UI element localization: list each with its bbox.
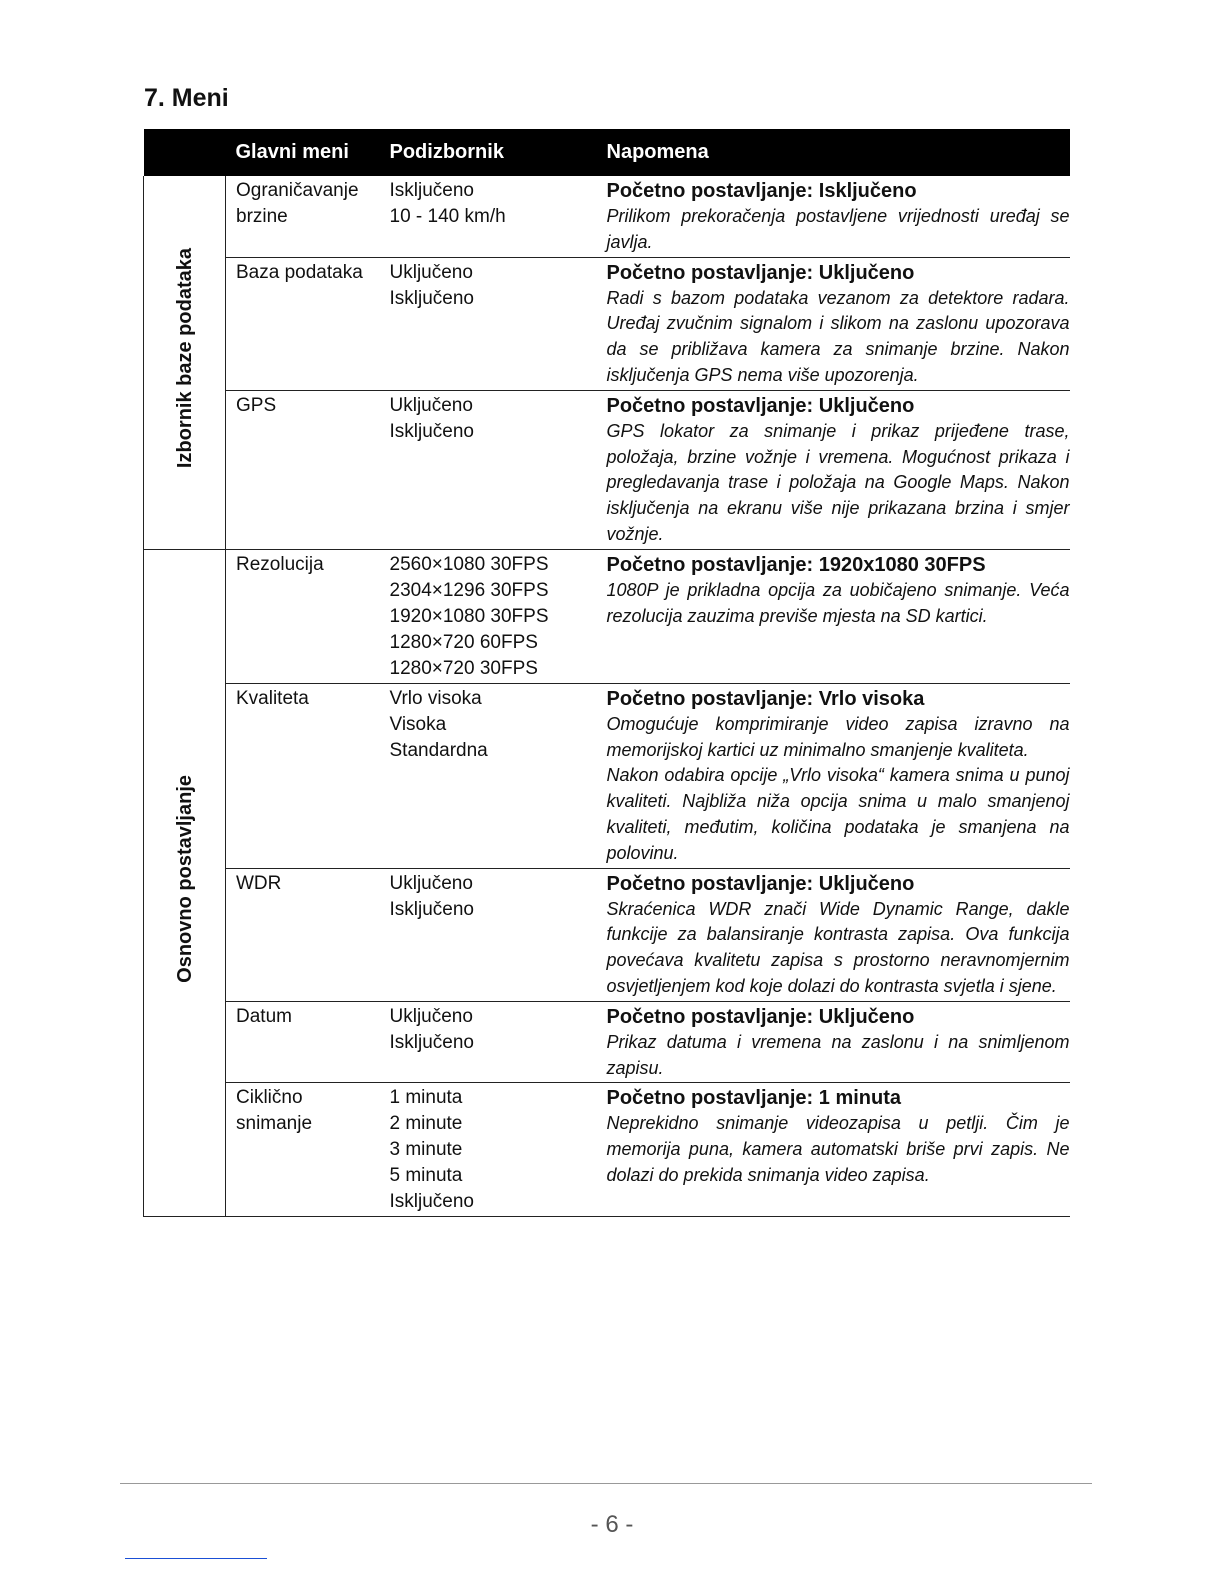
section-label: Izbornik baze podataka (173, 248, 196, 469)
note-text: Radi s bazom podataka vezanom za detektore radara. Uređaj zvučnim signalom i slikom na zaslonu upozorava da se približava kamera za snimanje brzine. Nakon isključenja GPS nema više upozorenja. (606, 287, 1070, 385)
note-heading: Početno postavljanje: 1920x1080 30FPS (606, 553, 986, 576)
submenu-cell (380, 390, 597, 549)
submenu-option: Uključeno (389, 261, 473, 283)
submenu-option: Isključeno (389, 180, 474, 201)
menu-table (143, 129, 1070, 1217)
table-row (144, 549, 1070, 683)
submenu-option: Isključeno (389, 287, 474, 309)
submenu-option: 3 minute (389, 1139, 463, 1161)
note-cell (597, 868, 1070, 1001)
table-row (144, 1083, 1070, 1217)
submenu-cell (380, 549, 597, 683)
submenu-option: Isključeno (389, 1191, 474, 1213)
note-text: Neprekidno snimanje videozapisa u petlji. Čim je memorija puna, kamera automatski briše prvi zapis. Ne dolazi do prekida snimanja video zapisa. (606, 1113, 1070, 1185)
note-text: Prikaz datuma i vremena na zaslonu i na snimljenom zapisu. (606, 1031, 1070, 1078)
submenu-option: Isključeno (389, 420, 474, 442)
submenu-option: 5 minuta (389, 1165, 463, 1187)
main-menu-cell: Datum (226, 1001, 380, 1083)
note-heading: Početno postavljanje: Uključeno (606, 394, 915, 417)
main-menu-cell: WDR (226, 868, 380, 1001)
table-row (144, 1001, 1070, 1083)
note-cell (597, 176, 1070, 257)
note-text: 1080P je prikladna opcija za uobičajeno snimanje. Veća rezolucija zauzima previše mjesta na SD kartici. (606, 579, 1070, 626)
note-heading: Početno postavljanje: Uključeno (606, 261, 915, 284)
submenu-cell (380, 1083, 597, 1217)
note-text: GPS lokator za snimanje i prikaz prijeđene trase, položaja, brzine vožnje i vremena. Mogućnost prikaza i pregledavanja trase i položaja na Google Maps. Nakon isključenja na ekranu više nije prikazana brzina i smjer vožnje. (606, 420, 1070, 544)
submenu-option: 10 - 140 km/h (389, 206, 506, 227)
submenu-option: 1920×1080 30FPS (389, 605, 549, 627)
note-cell (597, 1083, 1070, 1217)
note-cell (597, 1001, 1070, 1083)
submenu-option: 2 minute (389, 1113, 463, 1135)
note-heading: Početno postavljanje: Vrlo visoka (606, 687, 925, 710)
section-cell-database (144, 176, 226, 549)
submenu-option: 1280×720 60FPS (389, 631, 538, 653)
note-heading: Početno postavljanje: 1 minuta (606, 1087, 902, 1110)
main-menu-cell: Baza podataka (226, 257, 380, 390)
submenu-option: Standardna (389, 739, 488, 761)
header-main-menu: Glavni meni (226, 129, 380, 176)
submenu-option: Uključeno (389, 1005, 473, 1027)
submenu-cell (380, 257, 597, 390)
submenu-cell (380, 1001, 597, 1083)
main-menu-cell: Rezolucija (226, 549, 380, 683)
note-text: Nakon odabira opcije „Vrlo visoka“ kamera snima u punoj kvaliteti. Najbliža niža opcija snima u malo smanjenoj kvaliteti, međutim, količina podataka je smanjena na polovinu. (606, 765, 1070, 863)
note-cell (597, 683, 1070, 868)
note-cell (597, 390, 1070, 549)
main-menu-cell: Ograničavanje brzine (226, 176, 380, 257)
note-heading: Početno postavljanje: Isključeno (606, 180, 917, 202)
main-menu-cell: GPS (226, 390, 380, 549)
table-row (144, 868, 1070, 1001)
note-text: Skraćenica WDR znači Wide Dynamic Range, dakle funkcije za balansiranje kontrasta zapisa. Ova funkcija povećava kvalitetu zapisa s prostorno neravnomjernim osvjetljenjem kod koje dolazi do kontrasta svjetla i sjene. (606, 898, 1070, 996)
submenu-option: Visoka (389, 713, 447, 735)
footer-divider (120, 1483, 1092, 1484)
main-menu-cell: Kvaliteta (226, 683, 380, 868)
section-label: Osnovno postavljanje (173, 775, 196, 983)
note-cell (597, 549, 1070, 683)
page-title: 7. Meni (144, 84, 229, 112)
table-row (144, 176, 1070, 257)
submenu-cell (380, 176, 597, 257)
submenu-option: Vrlo visoka (389, 687, 482, 709)
footer-link-underline (125, 1558, 267, 1559)
header-submenu: Podizbornik (380, 129, 597, 176)
section-cell-basic-setup (144, 549, 226, 1217)
note-text: Prilikom prekoračenja postavljene vrijednosti uređaj se javlja. (606, 206, 1070, 252)
submenu-option: Isključeno (389, 898, 474, 920)
note-heading: Početno postavljanje: Uključeno (606, 1005, 915, 1028)
note-cell (597, 257, 1070, 390)
submenu-option: Uključeno (389, 872, 473, 894)
submenu-option: 1280×720 30FPS (389, 657, 538, 679)
submenu-option: 1 minuta (389, 1087, 463, 1109)
table-row (144, 683, 1070, 868)
submenu-cell (380, 868, 597, 1001)
submenu-option: 2560×1080 30FPS (389, 553, 549, 575)
table-row (144, 257, 1070, 390)
page-number: - 6 - (590, 1511, 634, 1538)
main-menu-cell: Ciklično snimanje (226, 1083, 380, 1217)
header-note: Napomena (597, 129, 1070, 176)
submenu-option: 2304×1296 30FPS (389, 579, 549, 601)
table-row (144, 390, 1070, 549)
submenu-option: Uključeno (389, 394, 473, 416)
submenu-cell (380, 683, 597, 868)
note-text: Omogućuje komprimiranje video zapisa izravno na memorijskoj kartici uz minimalno smanjenje kvaliteta. (606, 713, 1070, 760)
header-section (144, 129, 226, 176)
table-header-row (144, 129, 1070, 176)
submenu-option: Isključeno (389, 1031, 474, 1053)
note-heading: Početno postavljanje: Uključeno (606, 872, 915, 895)
